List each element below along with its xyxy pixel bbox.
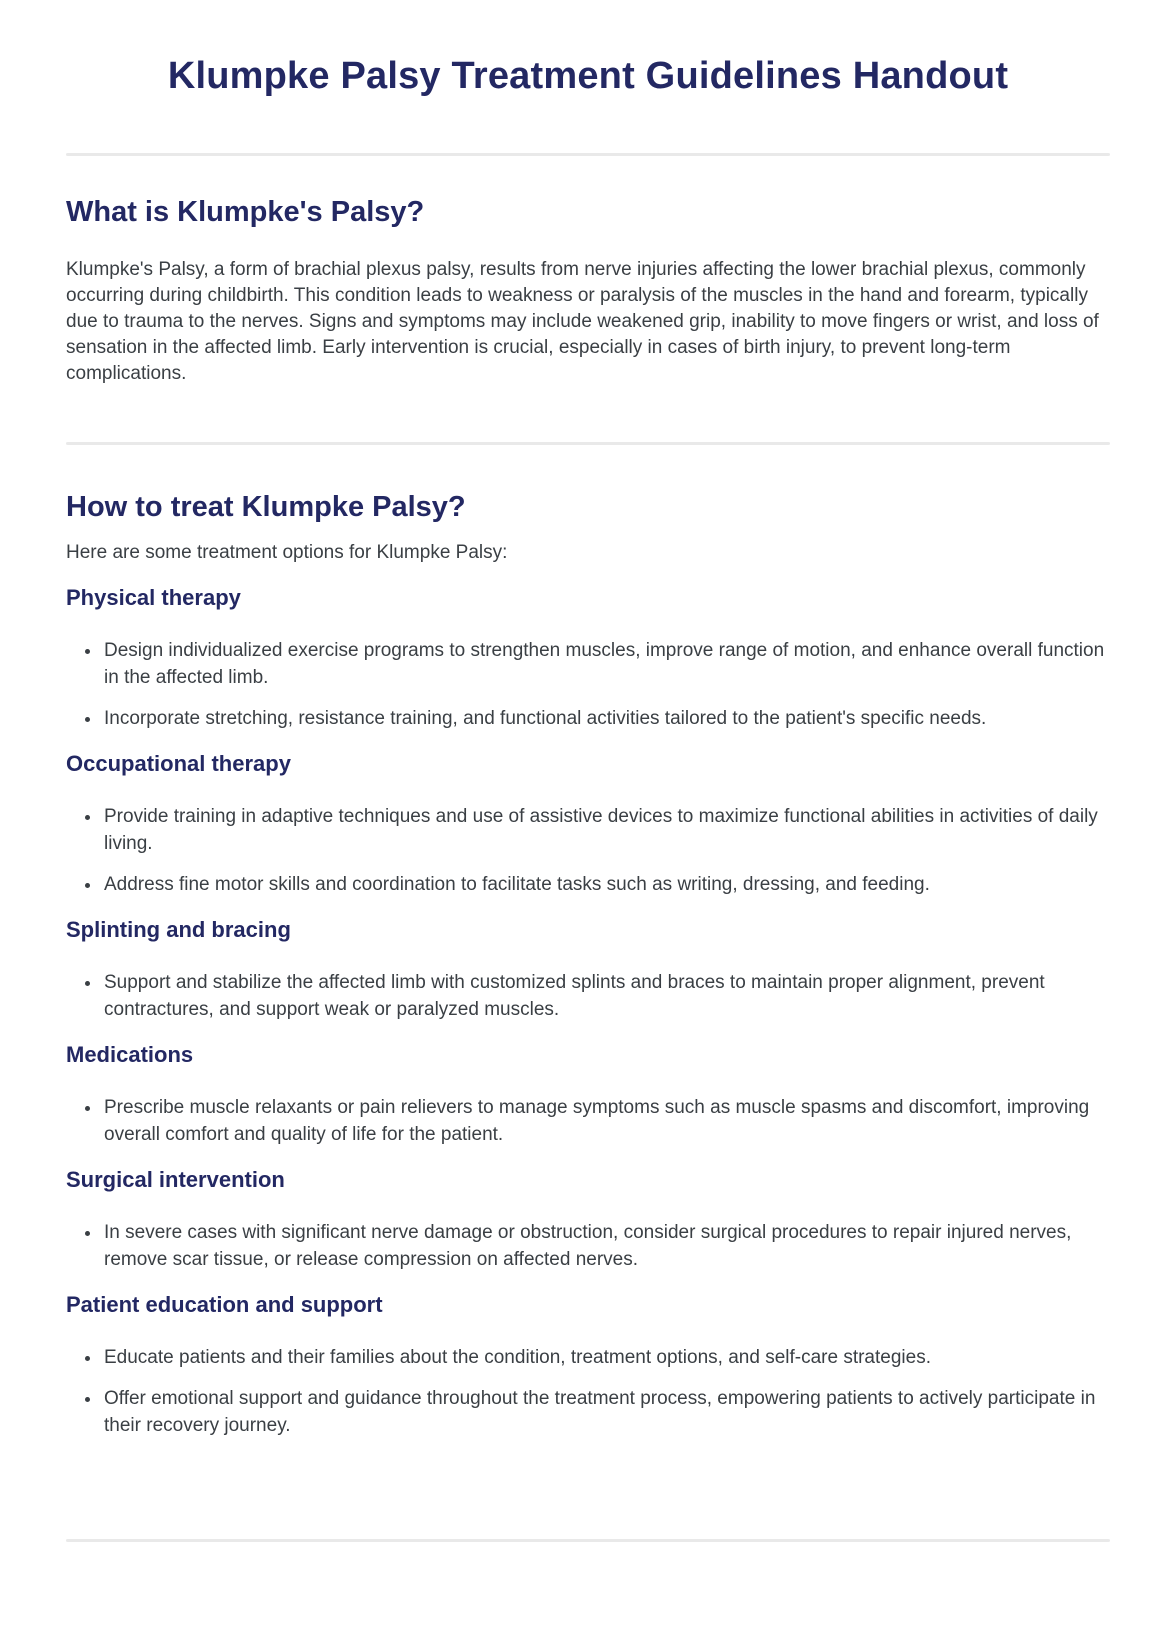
bullet-list-patient-education-and-support [66, 1344, 1110, 1439]
section-what-is-klumpke-palsy [66, 196, 1110, 387]
bullet-item: • Incorporate stretching, resistance training, and functional activities tailored to the patient's specific needs. [102, 705, 1110, 732]
bullet-list-physical-therapy [66, 637, 1110, 732]
intro-paragraph: Klumpke's Palsy, a form of brachial plexus palsy, results from nerve injuries affecting the lower brachial plexus, commonly occurring during childbirth. This condition leads to weakness or paralysis of the muscles in the hand and forearm, typically due to trauma to the nerves. Signs and symptoms may include weakened grip, inability to move fingers or wrist, and loss of sensation in the affected limb. Early intervention is crucial, especially in cases of birth injury, to prevent long-term complications. [66, 259, 1099, 384]
page-title: Klumpke Palsy Treatment Guidelines Handout [167, 55, 1009, 97]
bullet-list-splinting-and-bracing [66, 969, 1110, 1023]
treatment-section-heading: How to treat Klumpke Palsy? [66, 491, 466, 523]
subsection-heading-patient-education-and-support: Patient education and support [66, 1292, 383, 1317]
subsection-heading-medications: Medications [66, 1042, 194, 1067]
section-how-to-treat [66, 491, 1110, 1439]
bullet-item: • Educate patients and their families about the condition, treatment options, and self-care strategies. [102, 1344, 1110, 1371]
bullet-item: • Prescribe muscle relaxants or pain relievers to manage symptoms such as muscle spasms and discomfort, improving overall comfort and quality of life for the patient. [102, 1094, 1110, 1148]
subsection-heading-splinting-and-bracing: Splinting and bracing [66, 917, 291, 942]
bullet-list-medications [66, 1094, 1110, 1148]
subsection-heading-surgical-intervention: Surgical intervention [66, 1167, 285, 1192]
intro-section-heading: What is Klumpke's Palsy? [66, 196, 425, 228]
subsection-heading-occupational-therapy: Occupational therapy [66, 751, 291, 776]
bullet-item: • Address fine motor skills and coordination to facilitate tasks such as writing, dressing, and feeding. [102, 871, 1110, 898]
bullet-item: • Support and stabilize the affected limb with customized splints and braces to maintain proper alignment, prevent contractures, and support weak or paralyzed muscles. [102, 969, 1110, 1023]
bullet-item: • Design individualized exercise programs to strengthen muscles, improve range of motion, and enhance overall function in the affected limb. [102, 637, 1110, 691]
bullet-list-surgical-intervention [66, 1219, 1110, 1273]
bullet-item: • Offer emotional support and guidance throughout the treatment process, empowering patients to actively participate in their recovery journey. [102, 1385, 1110, 1439]
subsection-heading-physical-therapy: Physical therapy [66, 585, 241, 610]
treatment-lead-paragraph: Here are some treatment options for Klumpke Palsy: [66, 542, 508, 563]
bullet-item: • In severe cases with significant nerve damage or obstruction, consider surgical procedures to repair injured nerves, remove scar tissue, or release compression on affected nerves. [102, 1219, 1110, 1273]
section-divider [66, 1539, 1110, 1542]
section-divider [66, 153, 1110, 156]
bullet-item: • Provide training in adaptive techniques and use of assistive devices to maximize functional abilities in activities of daily living. [102, 803, 1110, 857]
bullet-list-occupational-therapy [66, 803, 1110, 898]
section-divider [66, 442, 1110, 445]
